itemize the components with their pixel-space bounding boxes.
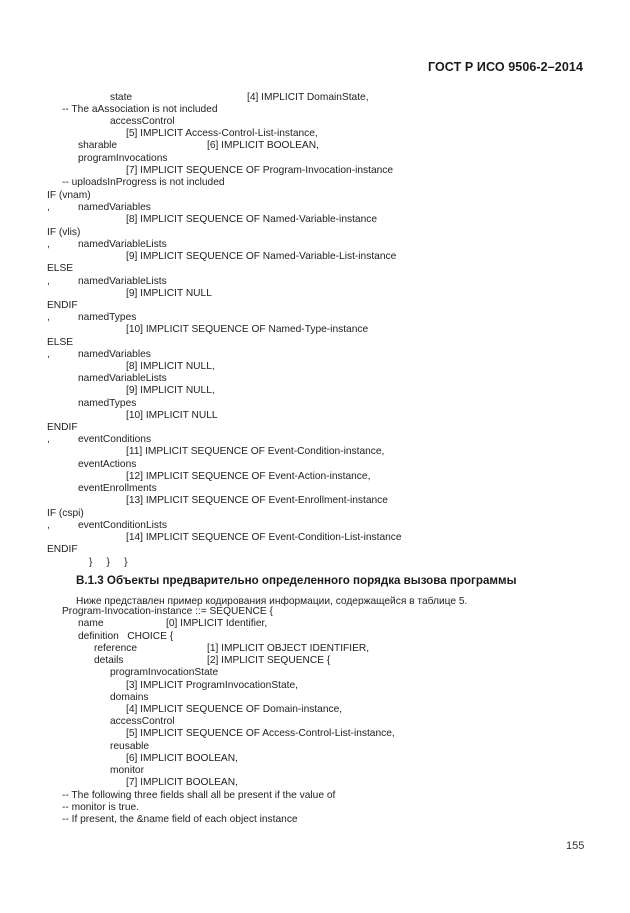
code-line: ,: [47, 434, 50, 445]
code-line: monitor: [110, 765, 144, 776]
code-line: namedVariableLists: [78, 239, 167, 250]
code-line: namedVariableLists: [78, 373, 167, 384]
code-line: [8] IMPLICIT SEQUENCE OF Named-Variable-instance: [126, 214, 377, 225]
code-line: namedVariables: [78, 349, 151, 360]
code-line: [3] IMPLICIT ProgramInvocationState,: [126, 680, 298, 691]
code-line: [14] IMPLICIT SEQUENCE OF Event-Condition-List-instance: [126, 532, 402, 543]
code-line: [5] IMPLICIT SEQUENCE OF Access-Control-List-instance,: [126, 728, 395, 739]
code-line: name: [78, 618, 104, 629]
code-line: [4] IMPLICIT SEQUENCE OF Domain-instance,: [126, 704, 343, 715]
code-line: namedTypes: [78, 312, 137, 323]
code-line: [6] IMPLICIT BOOLEAN,: [207, 140, 319, 151]
code-line: ENDIF: [47, 422, 78, 433]
code-line: } } }: [89, 557, 128, 568]
code-line: definition CHOICE {: [78, 631, 174, 642]
code-line: [8] IMPLICIT NULL,: [126, 361, 215, 372]
code-line: [10] IMPLICIT SEQUENCE OF Named-Type-instance: [126, 324, 369, 335]
code-line: namedTypes: [78, 398, 137, 409]
code-line: programInvocationState: [110, 667, 219, 678]
section-intro-paragraph: Ниже представлен пример кодирования информации, содержащейся в таблице 5.: [76, 596, 468, 607]
code-line: accessControl: [110, 116, 175, 127]
code-line: -- The following three fields shall all be present if the value of: [62, 790, 336, 801]
code-line: eventConditionLists: [78, 520, 167, 531]
code-line: [9] IMPLICIT SEQUENCE OF Named-Variable-List-instance: [126, 251, 397, 262]
code-line: -- The aAssociation is not included: [62, 104, 218, 115]
page-number: 155: [566, 840, 585, 852]
code-line: [5] IMPLICIT Access-Control-List-instance,: [126, 128, 318, 139]
code-line: ,: [47, 276, 50, 287]
code-line: reference: [94, 643, 138, 654]
code-line: [4] IMPLICIT DomainState,: [247, 92, 369, 103]
code-line: namedVariables: [78, 202, 151, 213]
code-line: [10] IMPLICIT NULL: [126, 410, 218, 421]
code-line: accessControl: [110, 716, 175, 727]
code-line: [7] IMPLICIT BOOLEAN,: [126, 777, 238, 788]
section-heading: B.1.3 Объекты предварительно определенного порядка вызова программы: [76, 574, 517, 587]
code-line: [12] IMPLICIT SEQUENCE OF Event-Action-instance,: [126, 471, 371, 482]
code-line: ELSE: [47, 337, 74, 348]
code-line: eventActions: [78, 459, 137, 470]
code-line: programInvocations: [78, 153, 168, 164]
code-line: ,: [47, 239, 50, 250]
code-line: state: [110, 92, 133, 103]
code-line: eventConditions: [78, 434, 152, 445]
code-line: eventEnrollments: [78, 483, 157, 494]
code-line: ,: [47, 312, 50, 323]
code-line: [7] IMPLICIT SEQUENCE OF Program-Invocation-instance: [126, 165, 394, 176]
code-line: -- If present, the &name field of each object instance: [62, 814, 298, 825]
code-line: [2] IMPLICIT SEQUENCE {: [207, 655, 331, 666]
code-line: [13] IMPLICIT SEQUENCE OF Event-Enrollment-instance: [126, 495, 388, 506]
code-line: -- monitor is true.: [62, 802, 139, 813]
code-line: IF (cspi): [47, 508, 84, 519]
code-line: ENDIF: [47, 544, 78, 555]
code-line: reusable: [110, 741, 150, 752]
code-line: [6] IMPLICIT BOOLEAN,: [126, 753, 238, 764]
code-line: ,: [47, 202, 50, 213]
code-line: domains: [110, 692, 149, 703]
code-line: ,: [47, 520, 50, 531]
code-line: Program-Invocation-instance ::= SEQUENCE {: [62, 606, 273, 617]
code-line: [9] IMPLICIT NULL: [126, 288, 212, 299]
code-line: [9] IMPLICIT NULL,: [126, 385, 215, 396]
code-line: [1] IMPLICIT OBJECT IDENTIFIER,: [207, 643, 370, 654]
code-line: [11] IMPLICIT SEQUENCE OF Event-Condition-instance,: [126, 446, 385, 457]
code-line: ,: [47, 349, 50, 360]
code-line: -- uploadsInProgress is not included: [62, 177, 225, 188]
code-line: namedVariableLists: [78, 276, 167, 287]
code-line: ENDIF: [47, 300, 78, 311]
code-line: ELSE: [47, 263, 74, 274]
code-line: IF (vlis): [47, 227, 81, 238]
code-line: details: [94, 655, 124, 666]
code-line: [0] IMPLICIT Identifier,: [166, 618, 268, 629]
code-line: IF (vnam): [47, 190, 91, 201]
code-line: sharable: [78, 140, 118, 151]
document-header-standard-id: ГОСТ Р ИСО 9506-2–2014: [427, 60, 583, 74]
